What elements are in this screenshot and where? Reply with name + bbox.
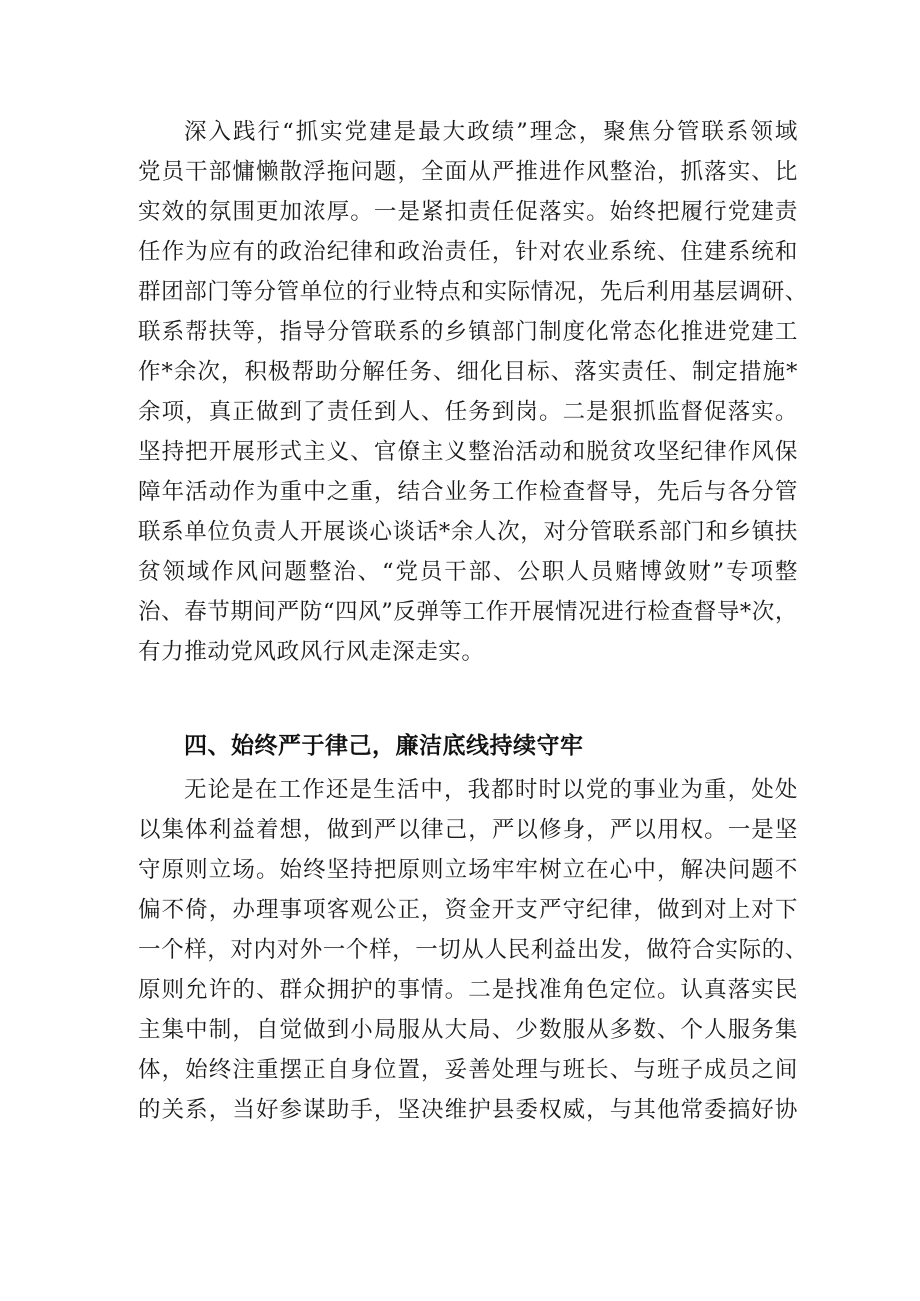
paragraph-line: 余项，真正做到了责任到人、任务到岗。二是狠抓监督促落实。 bbox=[138, 399, 798, 425]
section-heading: 四、始终严于律己，廉洁底线持续守牢 bbox=[184, 733, 584, 759]
paragraph-line: 障年活动作为重中之重，结合业务工作检查督导，先后与各分管 bbox=[138, 479, 798, 505]
paragraph-line: 偏不倚，办理事项客观公正，资金开支严守纪律，做到对上对下 bbox=[138, 897, 798, 923]
paragraph-line: 作*余次，积极帮助分解任务、细化目标、落实责任、制定措施* bbox=[138, 359, 798, 385]
paragraph-line: 主集中制，自觉做到小局服从大局、少数服从多数、个人服务集 bbox=[138, 1017, 798, 1043]
paragraph-line: 一个样，对内对外一个样，一切从人民利益出发，做符合实际的、 bbox=[138, 937, 808, 963]
paragraph-line: 实效的氛围更加浓厚。一是紧扣责任促落实。始终把履行党建责 bbox=[138, 199, 798, 225]
paragraph-self-discipline bbox=[138, 770, 808, 1130]
paragraph-line: 原则允许的、群众拥护的事情。二是找准角色定位。认真落实民 bbox=[138, 977, 798, 1003]
paragraph-line: 任作为应有的政治纪律和政治责任，针对农业系统、住建系统和 bbox=[138, 239, 798, 265]
paragraph-line: 贫领域作风问题整治、“党员干部、公职人员赌博敛财”专项整 bbox=[138, 559, 798, 585]
paragraph-line: 体，始终注重摆正自身位置，妥善处理与班长、与班子成员之间 bbox=[138, 1057, 798, 1083]
paragraph-line: 无论是在工作还是生活中，我都时时以党的事业为重，处处 bbox=[184, 777, 798, 803]
paragraph-line: 党员干部慵懒散浮拖问题，全面从严推进作风整治，抓落实、比 bbox=[138, 159, 798, 185]
paragraph-line: 以集体利益着想，做到严以律己，严以修身，严以用权。一是坚 bbox=[138, 817, 798, 843]
paragraph-line: 坚持把开展形式主义、官僚主义整治活动和脱贫攻坚纪律作风保 bbox=[138, 439, 798, 465]
paragraph-line: 群团部门等分管单位的行业特点和实际情况，先后利用基层调研、 bbox=[138, 279, 808, 305]
paragraph-line: 治、春节期间严防“四风”反弹等工作开展情况进行检查督导*次， bbox=[138, 599, 798, 625]
paragraph-line: 深入践行“抓实党建是最大政绩”理念，聚焦分管联系领域 bbox=[184, 119, 798, 145]
paragraph-party-building bbox=[138, 112, 808, 672]
paragraph-line: 联系帮扶等，指导分管联系的乡镇部门制度化常态化推进党建工 bbox=[138, 319, 798, 345]
paragraph-line: 有力推动党风政风行风走深走实。 bbox=[138, 639, 485, 665]
paragraph-line: 守原则立场。始终坚持把原则立场牢牢树立在心中，解决问题不 bbox=[138, 857, 798, 883]
paragraph-line: 的关系，当好参谋助手，坚决维护县委权威，与其他常委搞好协 bbox=[138, 1097, 798, 1123]
paragraph-line: 联系单位负责人开展谈心谈话*余人次，对分管联系部门和乡镇扶 bbox=[138, 519, 798, 545]
